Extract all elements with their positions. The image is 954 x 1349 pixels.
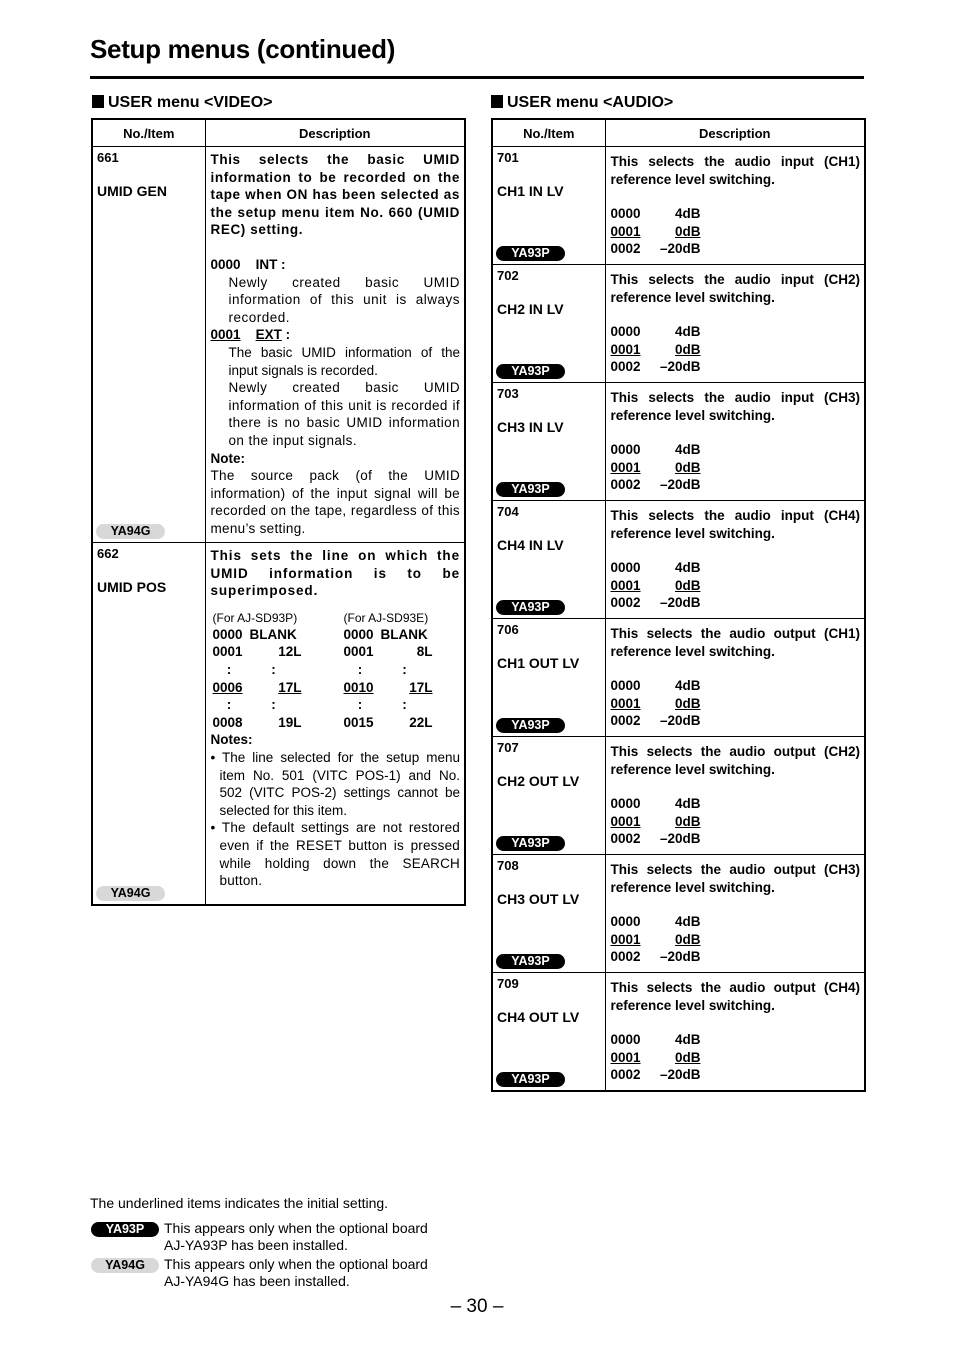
table-row-umid-gen [92, 147, 465, 543]
item-number: 707 [497, 740, 519, 755]
item-number: 702 [497, 268, 519, 283]
item-cell [492, 855, 605, 973]
item-name: CH3 OUT LV [497, 891, 580, 907]
item-number: 703 [497, 386, 519, 401]
option-value: 4dB [674, 914, 701, 930]
option-p-value: : [226, 697, 232, 713]
item-cell [492, 973, 605, 1091]
option-value: 4dB [674, 560, 701, 576]
option-code: 0001 [610, 577, 641, 593]
option-value: –20dB [659, 359, 701, 375]
ya93p-badge: YA93P [496, 954, 565, 969]
option-value: 4dB [674, 796, 701, 812]
description-cell [605, 147, 865, 265]
option-code: 0000 [610, 442, 641, 458]
model-p-label: (For AJ-SD93P) [212, 610, 298, 625]
option-code: 0002 [610, 477, 641, 493]
option-code: 0002 [610, 713, 641, 729]
option-row-default [611, 223, 861, 241]
item-name: CH4 IN LV [497, 537, 564, 553]
option-p-value: : [271, 697, 276, 713]
option-code: 0000 [610, 914, 641, 930]
option-row [611, 594, 861, 612]
description-cell [605, 383, 865, 501]
table-row [492, 855, 865, 973]
item-number: 661 [97, 150, 119, 165]
ya93p-badge: YA93P [496, 836, 565, 851]
spacer [302, 661, 344, 679]
option-value: 0dB [674, 931, 701, 947]
item-description: This selects the audio output (CH1) reference level switching. [610, 626, 860, 659]
video-section-heading [92, 94, 273, 112]
option-code: 0000 [610, 796, 641, 812]
option-row [611, 913, 861, 931]
description-cell [205, 147, 465, 543]
model-e-label: (For AJ-SD93E) [343, 610, 429, 625]
col-header-item: No./Item [92, 119, 205, 147]
ya94g-badge: YA94G [96, 886, 165, 901]
option-value: 0dB [674, 695, 701, 711]
option-e-value: : [402, 661, 407, 677]
spacer [302, 679, 344, 697]
ya93p-badge: YA93P [496, 600, 565, 615]
item-name: CH4 OUT LV [497, 1009, 580, 1025]
item-name: CH1 IN LV [497, 183, 564, 199]
option-e-value: BLANK [380, 626, 428, 642]
umid-pos-options-grid [211, 626, 461, 732]
option-value: 4dB [674, 442, 701, 458]
option-description: Newly created basic UMID information of this unit is recorded if there is no basic UMID information on the input signals. [228, 380, 460, 448]
ya93p-badge: YA93P [91, 1222, 159, 1237]
ya93p-badge: YA93P [496, 246, 565, 261]
item-cell [492, 737, 605, 855]
col-header-item: No./Item [492, 119, 605, 147]
option-colon: : [281, 327, 291, 343]
option-p-value: : [226, 661, 232, 677]
option-value: –20dB [659, 241, 701, 257]
option-value: 0dB [674, 1049, 701, 1065]
option-value: 0dB [674, 813, 701, 829]
option-row [611, 1031, 861, 1049]
ya93p-badge: YA93P [496, 718, 565, 733]
item-number: 704 [497, 504, 519, 519]
option-code: 0001 [610, 341, 641, 357]
option-code: 0001 [610, 223, 641, 239]
option-code-default: 0001 [210, 327, 241, 343]
option-value: 0dB [674, 341, 701, 357]
item-cell [92, 543, 205, 905]
ya94g-legend-text [164, 1256, 428, 1290]
ya93p-badge: YA93P [496, 482, 565, 497]
option-p-value: : [271, 661, 276, 677]
option-description: Newly created basic UMID information of this unit is always recorded. [228, 274, 460, 325]
option-e-value: 17L [409, 679, 433, 695]
option-code: 0002 [610, 359, 641, 375]
item-name: CH1 OUT LV [497, 655, 580, 671]
option-code: 0000 [610, 1032, 641, 1048]
umid-gen-intro: This selects the basic UMID information to be recorded on the tape when ON has been selected as the setup menu item No. 660 (UMID REC) setting. [210, 152, 460, 238]
ya93p-legend-text [164, 1220, 428, 1254]
note-text: The source pack (of the UMID information) of the input signal will be recorded on the tape, regardless of this menu’s setting. [210, 468, 460, 536]
item-cell [492, 619, 605, 737]
option-value: –20dB [659, 831, 701, 847]
option-row-default [611, 459, 861, 477]
item-description: This selects the audio output (CH4) reference level switching. [610, 980, 860, 1013]
option-code: 0002 [610, 241, 641, 257]
note-label: Note: [210, 450, 245, 466]
title-rule [90, 76, 864, 79]
option-row [611, 441, 861, 459]
option-e-value: : [402, 697, 407, 713]
audio-menu-table [491, 118, 866, 1092]
item-number: 662 [97, 546, 119, 561]
item-description: This selects the audio output (CH3) reference level switching. [610, 862, 860, 895]
table-row [492, 383, 865, 501]
option-e-value: 22L [409, 714, 433, 730]
option-row [611, 677, 861, 695]
item-cell [492, 383, 605, 501]
description-cell [605, 737, 865, 855]
option-value: 0dB [674, 459, 701, 475]
item-description: This selects the audio input (CH2) reference level switching. [610, 272, 860, 305]
description-cell [205, 543, 465, 905]
item-cell [492, 265, 605, 383]
ya93p-badge: YA93P [496, 1072, 565, 1087]
col-header-description: Description [205, 119, 465, 147]
option-p-value: 0008 [212, 714, 243, 730]
option-p-value: BLANK [249, 626, 297, 642]
ya94g-badge: YA94G [91, 1258, 159, 1273]
option-code: 0002 [610, 831, 641, 847]
option-code: 0000 [610, 206, 641, 222]
item-cell [492, 147, 605, 265]
option-code: 0001 [610, 813, 641, 829]
option-e-value: 0010 [343, 679, 374, 695]
option-p-value: 0001 [212, 644, 243, 660]
option-value: 4dB [674, 324, 701, 340]
option-p-value: 12L [278, 644, 302, 660]
option-row [611, 795, 861, 813]
option-code: 0001 [610, 1049, 641, 1065]
page-number: – 30 – [450, 1296, 504, 1317]
umid-pos-intro: This sets the line on which the UMID information is to be superimposed. [210, 548, 460, 599]
option-e-value: 8L [416, 644, 433, 660]
option-row-default [611, 813, 861, 831]
square-bullet-icon [491, 95, 503, 108]
video-heading-text: USER menu <VIDEO> [108, 94, 273, 111]
table-row [492, 619, 865, 737]
audio-heading-text: USER menu <AUDIO> [507, 94, 674, 111]
option-code: 0000 [610, 560, 641, 576]
notes-label: Notes: [210, 732, 253, 748]
ya93p-badge: YA93P [496, 364, 565, 379]
option-value: –20dB [659, 713, 701, 729]
option-code: 0000 [610, 324, 641, 340]
option-value: 0dB [674, 223, 701, 239]
option-label: EXT [255, 327, 282, 343]
option-p-value: 0000 [212, 626, 243, 642]
option-p-value: 0006 [212, 679, 243, 695]
item-name: UMID GEN [97, 183, 167, 199]
option-row [611, 1066, 861, 1084]
option-value: 4dB [674, 206, 701, 222]
option-row [611, 323, 861, 341]
option-row [611, 948, 861, 966]
option-code: 0002 [610, 1067, 641, 1083]
option-value: 0dB [674, 577, 701, 593]
item-description: This selects the audio output (CH2) reference level switching. [610, 744, 860, 777]
option-code: 0001 [610, 695, 641, 711]
note-item: • The line selected for the setup menu item No. 501 (VITC POS-1) and No. 502 (VITC POS-2) settings cannot be selected for this item. [210, 749, 460, 818]
option-code: 0001 [610, 931, 641, 947]
legend-line: AJ-YA93P has been installed. [164, 1237, 348, 1253]
page-title: Setup menus (continued) [90, 34, 396, 64]
option-row-default [611, 1049, 861, 1067]
ya94g-badge: YA94G [96, 524, 165, 539]
item-name: CH3 IN LV [497, 419, 564, 435]
option-code: 0002 [610, 949, 641, 965]
item-description: This selects the audio input (CH4) reference level switching. [610, 508, 860, 541]
table-row [492, 147, 865, 265]
option-p-value: 19L [278, 714, 302, 730]
spacer [302, 643, 344, 661]
option-row [611, 830, 861, 848]
option-e-value: : [357, 661, 363, 677]
option-value: –20dB [659, 477, 701, 493]
table-row [492, 501, 865, 619]
description-cell [605, 855, 865, 973]
note-item: • The default settings are not restored even if the RESET button is pressed while holding down the SEARCH button. [210, 820, 460, 889]
item-description: This selects the audio input (CH3) reference level switching. [610, 390, 860, 423]
option-row-default [611, 695, 861, 713]
item-name: CH2 IN LV [497, 301, 564, 317]
legend-line: This appears only when the optional board [164, 1256, 428, 1272]
table-row [492, 737, 865, 855]
option-value: –20dB [659, 595, 701, 611]
item-number: 701 [497, 150, 519, 165]
option-row [611, 240, 861, 258]
option-code: 0001 [610, 459, 641, 475]
audio-section-heading [491, 94, 673, 112]
option-row [611, 712, 861, 730]
option-row [611, 205, 861, 223]
legend-line: AJ-YA94G has been installed. [164, 1273, 350, 1289]
option-row [611, 559, 861, 577]
description-cell [605, 265, 865, 383]
item-name: UMID POS [97, 579, 167, 595]
table-row [492, 265, 865, 383]
option-code: 0000 [610, 678, 641, 694]
option-row-default [611, 931, 861, 949]
table-row [492, 973, 865, 1091]
description-cell [605, 619, 865, 737]
item-description: This selects the audio input (CH1) reference level switching. [610, 154, 860, 187]
option-value: –20dB [659, 1067, 701, 1083]
option-p-value: 17L [278, 679, 302, 695]
option-e-value: : [357, 697, 363, 713]
spacer [302, 714, 344, 732]
legend-line: This appears only when the optional board [164, 1220, 428, 1236]
option-value: –20dB [659, 949, 701, 965]
spacer [302, 696, 344, 714]
option-e-value: 0000 [343, 626, 374, 642]
underline-legend: The underlined items indicates the initial setting. [90, 1195, 389, 1211]
option-e-value: 0001 [343, 644, 374, 660]
description-cell [605, 501, 865, 619]
option-code: 0002 [610, 595, 641, 611]
square-bullet-icon [92, 95, 104, 108]
option-label: INT : [255, 256, 286, 272]
option-row [611, 358, 861, 376]
option-value: 4dB [674, 1032, 701, 1048]
description-cell [605, 973, 865, 1091]
item-number: 706 [497, 622, 519, 637]
option-value: 4dB [674, 678, 701, 694]
item-cell [92, 147, 205, 543]
item-number: 709 [497, 976, 519, 991]
item-number: 708 [497, 858, 519, 873]
option-row-default [611, 341, 861, 359]
video-menu-table [91, 118, 466, 906]
col-header-description: Description [605, 119, 865, 147]
item-name: CH2 OUT LV [497, 773, 580, 789]
option-row [611, 476, 861, 494]
option-row-default [611, 577, 861, 595]
item-cell [492, 501, 605, 619]
option-code: 0000 [210, 256, 241, 272]
spacer [302, 626, 344, 644]
option-description: The basic UMID information of the input signals is recorded. [228, 344, 460, 378]
option-e-value: 0015 [343, 714, 374, 730]
table-row-umid-pos [92, 543, 465, 905]
